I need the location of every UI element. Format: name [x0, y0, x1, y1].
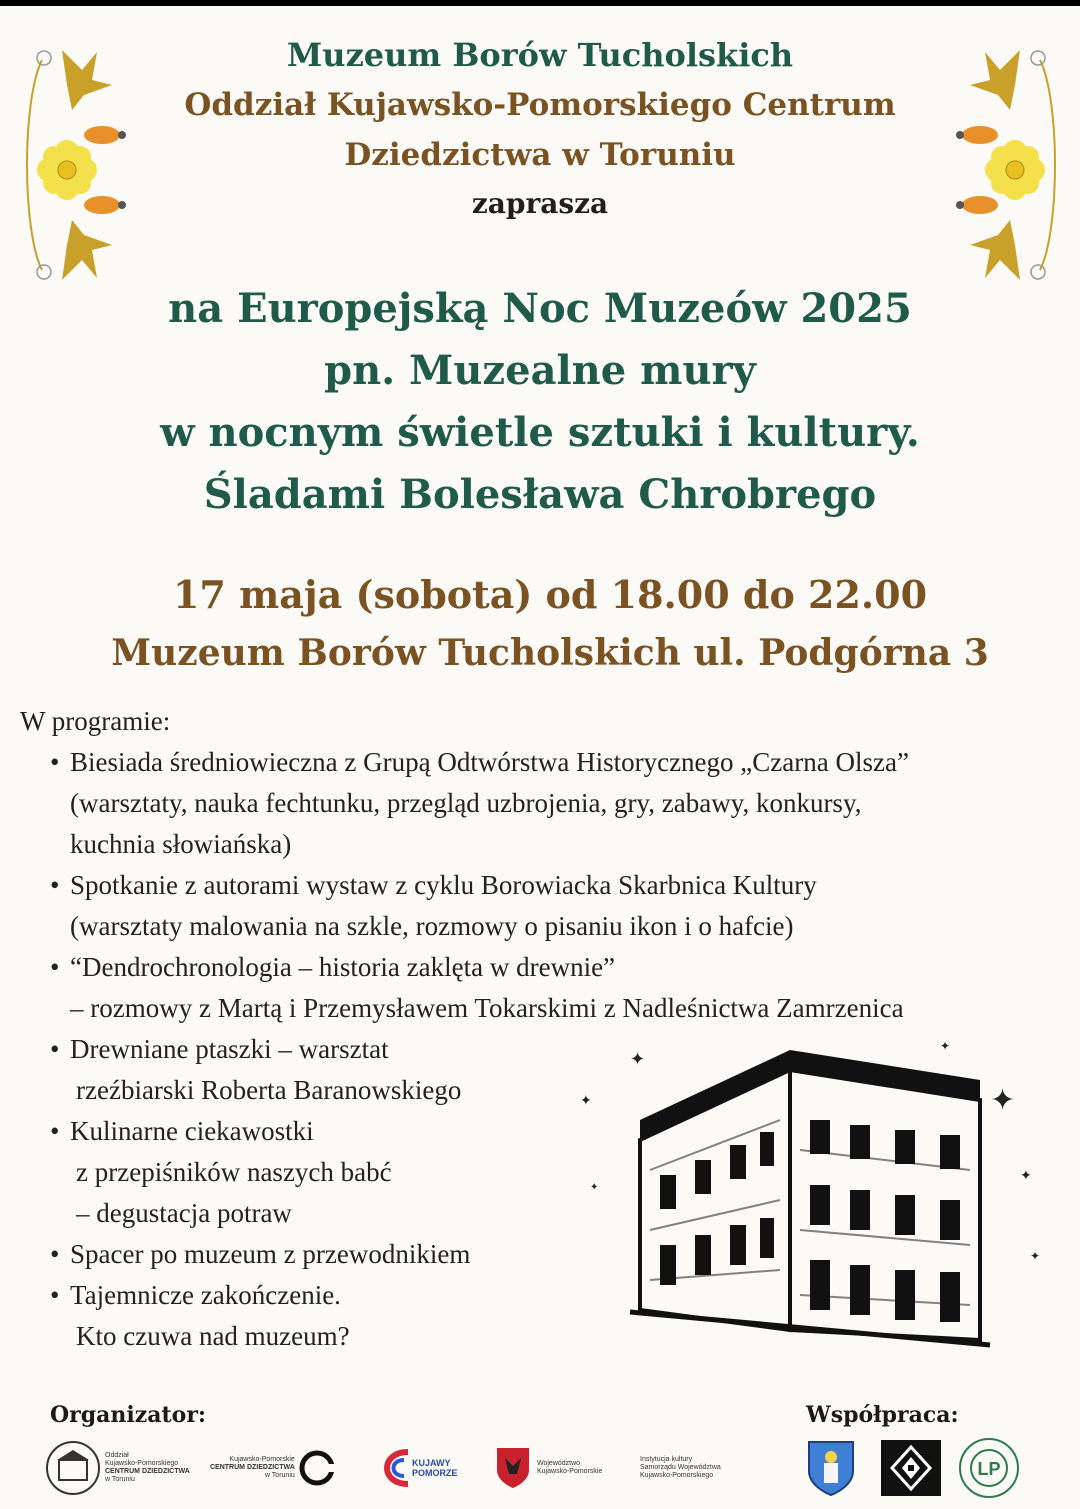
header	[130, 30, 950, 228]
folk-pattern-icon	[880, 1439, 942, 1497]
kujawy-pomorze-logo: KUJAWY POMORZE	[380, 1438, 480, 1498]
svg-text:✦: ✦	[940, 1039, 951, 1053]
museum-name: Muzeum Borów Tucholskich	[286, 36, 794, 74]
list-item: • Kulinarne ciekawostki z przepiśników naszych babć – degustacja potraw	[70, 1111, 1060, 1234]
building-icon	[45, 1440, 101, 1496]
branch-name-line2: Dziedzictwa w Toruniu	[344, 137, 736, 173]
event-details	[40, 566, 1060, 682]
floral-ornament-icon	[22, 40, 132, 290]
list-item: • “Dendrochronologia – historia zaklęta w drewnie” – rozmowy z Martą i Przemysławem Tokarskimi z Nadleśnictwa Zamrzenica	[70, 947, 1060, 1029]
branch-name-line1: Oddział Kujawsko-Pomorskiego Centrum	[184, 87, 896, 123]
top-bar	[0, 0, 1080, 6]
list-item: • Spotkanie z autorami wystaw z cyklu Borowiacka Skarbnica Kultury (warsztaty malowania na szkle, rozmowy o pisaniu ikon i o hafcie)	[70, 865, 1060, 947]
svg-text:LP: LP	[977, 1459, 1001, 1479]
wojewodztwo-logo: Województwo Kujawsko-Pomorskie	[495, 1438, 625, 1498]
program-section	[20, 700, 1060, 1357]
forestry-seal-icon	[958, 1437, 1020, 1499]
organizer-label: Organizator:	[50, 1402, 207, 1428]
cooperation-label: Współpraca:	[806, 1402, 959, 1428]
svg-text:✦: ✦	[590, 1182, 599, 1193]
list-item: • Spacer po muzeum z przewodnikiem	[70, 1234, 1060, 1275]
oddzial-logo: Oddział Kujawsko-Pomorskiego CENTRUM DZIEDZICTWA w Toruniu	[45, 1438, 195, 1498]
event-date: 17 maja (sobota) od 18.00 do 22.00	[172, 572, 928, 617]
title-line1: na Europejską Noc Muzeów 2025	[168, 285, 912, 332]
program-list	[20, 742, 1060, 1357]
svg-text:✦: ✦	[1020, 1168, 1032, 1184]
list-item: • Drewniane ptaszki – warsztat rzeźbiarski Roberta Baranowskiego	[70, 1029, 1060, 1111]
floral-ornament-icon	[950, 40, 1060, 290]
city-crest-icon	[806, 1439, 856, 1497]
centrum-dziedzictwa-logo: Kujawsko-Pomorskie CENTRUM DZIEDZICTWA w Toruniu	[210, 1438, 350, 1498]
nadlesnictwo-logo	[958, 1438, 1022, 1498]
list-item: • Tajemnicze zakończenie. Kto czuwa nad muzeum?	[70, 1275, 1060, 1357]
tuchola-crest-logo	[806, 1438, 862, 1498]
event-place: Muzeum Borów Tucholskich ul. Podgórna 3	[111, 632, 989, 674]
kujawy-mark-icon	[380, 1448, 410, 1488]
svg-text:✦: ✦	[1030, 1249, 1041, 1263]
svg-text:✦: ✦	[630, 1049, 646, 1070]
program-intro: W programie:	[20, 706, 171, 736]
svg-text:✦: ✦	[990, 1083, 1016, 1118]
list-item: • Biesiada średniowieczna z Grupą Odtwórstwa Historycznego „Czarna Olsza” (warsztaty, nauka fechtunku, przegląd uzbrojenia, gry, zabawy, konkursy, kuchnia słowiańska)	[70, 742, 1060, 865]
title-line4: Śladami Bolesława Chrobrego	[203, 471, 877, 518]
title-line3: w nocnym świetle sztuki i kultury.	[160, 409, 920, 456]
folk-pattern-logo	[880, 1438, 944, 1498]
coat-of-arms-icon	[495, 1446, 531, 1490]
instytucja-kultury-text: Instytucja kultury Samorządu Województwa Kujawsko-Pomorskiego	[640, 1456, 721, 1479]
invites-text: zaprasza	[471, 187, 609, 220]
c-logo-icon	[299, 1450, 335, 1486]
event-title	[60, 278, 1020, 526]
svg-text:✦: ✦	[580, 1093, 592, 1109]
title-line2: pn. Muzealne mury	[324, 347, 756, 394]
